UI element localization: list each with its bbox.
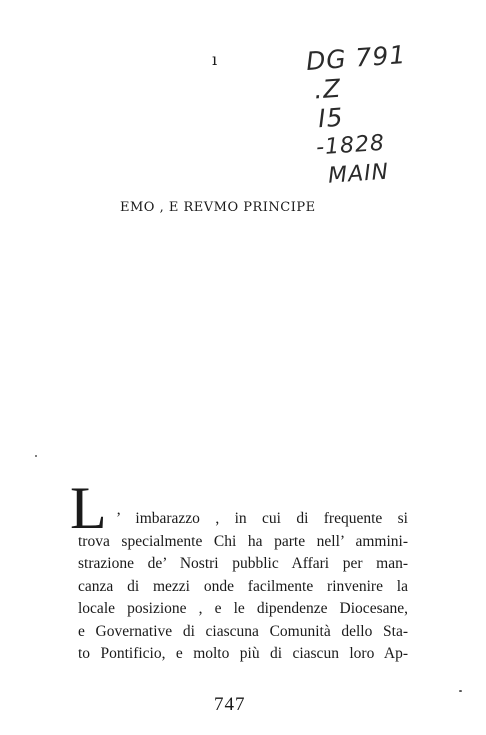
shelfmark-line: DG 791 bbox=[305, 40, 408, 76]
body-line: to Pontificio, e molto più di ciascun loro Ap- bbox=[78, 645, 408, 662]
body-line: strazione de’ Nostri pubblic Affari per man- bbox=[78, 555, 408, 572]
shelfmark-line: .Z bbox=[313, 73, 343, 105]
top-mark: ı bbox=[212, 50, 218, 69]
ink-speck bbox=[35, 455, 37, 457]
drop-cap: L bbox=[70, 475, 107, 541]
shelfmark-line: MAIN bbox=[327, 159, 390, 189]
body-line: e Governative di ciascuna Comunità dello Sta- bbox=[78, 622, 408, 640]
body-text bbox=[78, 508, 408, 666]
handwritten-shelfmark bbox=[305, 37, 455, 191]
signature-number: 747 bbox=[214, 694, 246, 715]
ink-speck bbox=[459, 690, 462, 692]
body-line: canza di mezzi onde facilmente rinvenire la bbox=[78, 577, 408, 595]
heading: EMO , E REVMO PRINCIPE bbox=[120, 200, 316, 215]
body-line: ’ imbarazzo , in cui di frequente si bbox=[116, 510, 408, 527]
body-line: locale posizione , e le dipendenze Diocesane, bbox=[78, 600, 408, 617]
shelfmark-line: I5 bbox=[317, 102, 345, 134]
body-line: trova specialmente Chi ha parte nell’ ammini- bbox=[78, 532, 408, 550]
shelfmark-line: -1828 bbox=[315, 130, 386, 161]
